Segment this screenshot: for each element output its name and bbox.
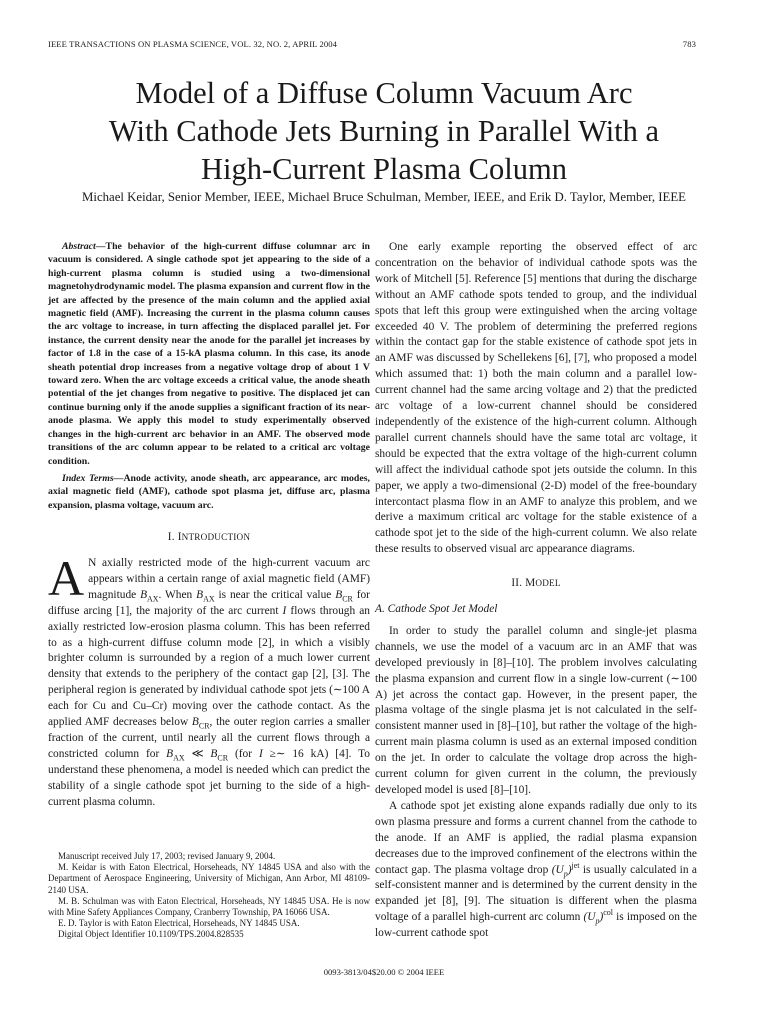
abstract-label: Abstract— (62, 241, 106, 252)
footnote: E. D. Taylor is with Eaton Electrical, Horseheads, NY 14845 USA. (58, 918, 300, 929)
model-paragraph: In order to study the parallel column and single-jet plasma channels, we use the model of a vacuum arc in an AMF that was developed previously in [8]–[10]. The problem involves calculating the plasma expansion and current flow in a single low-current (∼100 A) jet across the contact gap. However, in the present paper, the plasma voltage of the single plasma jet is not calculated in the self-consistent manner used in [8]–[10], but rather the voltage of the high-current main plasma column is used as an external imposed condition on the jet. In order to calculate the voltage drop across the high-current column for given current in the column, the previously developed model is used [8]–[10]. (375, 624, 697, 796)
right-column (375, 240, 697, 942)
footnote: Digital Object Identifier 10.1109/TPS.2004.828535 (58, 929, 244, 940)
title-line: High-Current Plasma Column (201, 152, 567, 186)
footnote: M. Keidar is with Eaton Electrical, Horseheads, NY 14845 USA and also with the Department of Aerospace Engineering, University of Michigan, Ann Arbor, MI 48109-2140 USA. (48, 862, 370, 895)
footnote: M. B. Schulman was with Eaton Electrical, Horseheads, NY 14845 USA. He is now with Mine Safety Appliances Company, Cranberry Township, PA 16066 USA. (48, 895, 370, 918)
author-list: Michael Keidar, Senior Member, IEEE, Michael Bruce Schulman, Member, IEEE, and Erik D. Taylor, Member, IEEE (82, 190, 686, 204)
copyright-footer: 0093-3813/04$20.00 © 2004 IEEE (323, 967, 445, 977)
index-terms-label: Index Terms— (62, 472, 124, 484)
drop-cap: A (48, 550, 85, 607)
index-terms-text: Anode activity, anode sheath, arc appearance, arc modes, axial magnetic field (AMF), cathode spot plasma jet, diffuse arc, plasma expansion, plasma voltage, vacuum arc. (48, 472, 370, 511)
section-heading-model: II. MODEL (511, 577, 561, 590)
journal-info: IEEE TRANSACTIONS ON PLASMA SCIENCE, VOL. 32, NO. 2, APRIL 2004 (48, 39, 338, 49)
title-line: With Cathode Jets Burning in Parallel With a (108, 114, 660, 148)
intro-paragraph: A N axially restricted mode of the high-current vacuum arc appears within a certain range of axial magnetic field (AMF) magnitude $B_{AX}$. When $B_{AX}$ is near the critical value $B_{CR}$ for diffuse arcing [1], the majority of the arc current I flows through an axially restricted low-erosion plasma column. This has been referred to as a high-current diffuse column mode [2], in which a visibly brighter column is surrounded by a region of a much lower current density that extends to the periphery of the contact gap [2], [3]. The peripheral region is generated by individual cathode spot jets (∼100 A each for Cu and Cu–Cr) moving over the cathode contact. As the applied AMF decreases below $B_{CR}$, the outer region carries a smaller fraction of the current, until nearly all the current flows through a constricted column for $B_{AX}$ ≪ $B_{CR}$ (for I ≥∼ 16 kA) [4]. To understand these phenomena, a model is needed which can predict the stability of a single cathode spot jet burning to the side of a high-current plasma column. (48, 550, 370, 808)
model-paragraph: A cathode spot jet existing alone expands radially due only to its own plasma pressure and forms a current channel from the cathode to the anode. If an AMF is applied, the radial plasma expansion decreases due to the improved confinement of the electrons within the contact gap. The plasma voltage drop $(U_p)^{jet}$ is usually calculated in a self-consistent manner and is determined by the current density in the expanded jet [8], [9]. The situation is different when the plasma voltage of a parallel high-current arc column $(U_p)^{col}$ is imposed on the low-current cathode spot (375, 799, 697, 940)
index-terms (48, 472, 370, 512)
subsection-heading: A. Cathode Spot Jet Model (375, 603, 498, 616)
running-header (48, 39, 696, 49)
intro-continuation-paragraph: One early example reporting the observed effect of arc concentration on the behavior of individual cathode spots was the work of Mitchell [5]. Reference [5] mentions that during the discharge without an AMF cathode spots tended to group, and the individual spots that left this group were extinguished when the arcing voltage exceeded 40 V. The problem of determining the preferred regions within the contact gap for the stable existence of cathode spot jets in an AMF was discussed by Schellekens [6], [7], who proposed a model which assumed that: 1) both the main column and a parallel low-current channel had the same arcing voltage and 2) that the predicted arc voltage of a low-current channel should be considered independently of the existence of the high-current column. Although parallel current channels should have the same total arc voltage, it should be expected that the extra voltage of the high-current column will affect the individual cathode spot jets outside the column. In this paper, we apply a two-dimensional (2-D) model of the free-boundary intercontact plasma flow in an AMF to analyze this problem, and we derive a maximum critical arc voltage for the stable existence of a cathode spot jet to the side of the high-current column. We also relate these results to observed visual arc appearance diagrams. (375, 241, 697, 556)
title-line: Model of a Diffuse Column Vacuum Arc (135, 76, 633, 110)
footnote: Manuscript received July 17, 2003; revised January 9, 2004. (58, 851, 276, 861)
abstract-text: The behavior of the high-current diffuse columnar arc in vacuum is considered. A single cathode spot jet appearing to the side of a high-current plasma column is studied using a two-dimensional magnetohydrodynamic model. The plasma expansion and current flow in the jet are affected by the presence of the main column and the applied axial magnetic field (AMF). Increasing the current in the plasma column causes the arc voltage to increase, in turn affecting the displaced parallel jet. For instance, the current density near the anode for the parallel jet increases by factor of 1.8 in the case of a 15-kA plasma column. In this case, its anode sheath potential drop increases from a negative voltage drop of about 1 V toward zero. When the arc voltage exceeds a critical value, the anode sheath potential of the jet changes from negative to positive. The displaced jet can continue burning only if the anode supplies a significant fraction of its near-anode plasma. We apply this model to study experimentally observed changes in the high-current arc behavior in an AMF. The observed mode transitions of the arc column appear to be related to a critical arc voltage condition. (48, 241, 370, 467)
section-heading-introduction: I. INTRODUCTION (167, 531, 251, 544)
paper-title (40, 74, 728, 188)
page-number: 783 (682, 39, 696, 49)
abstract (48, 240, 370, 468)
left-column (48, 240, 370, 811)
footnotes (48, 851, 370, 941)
